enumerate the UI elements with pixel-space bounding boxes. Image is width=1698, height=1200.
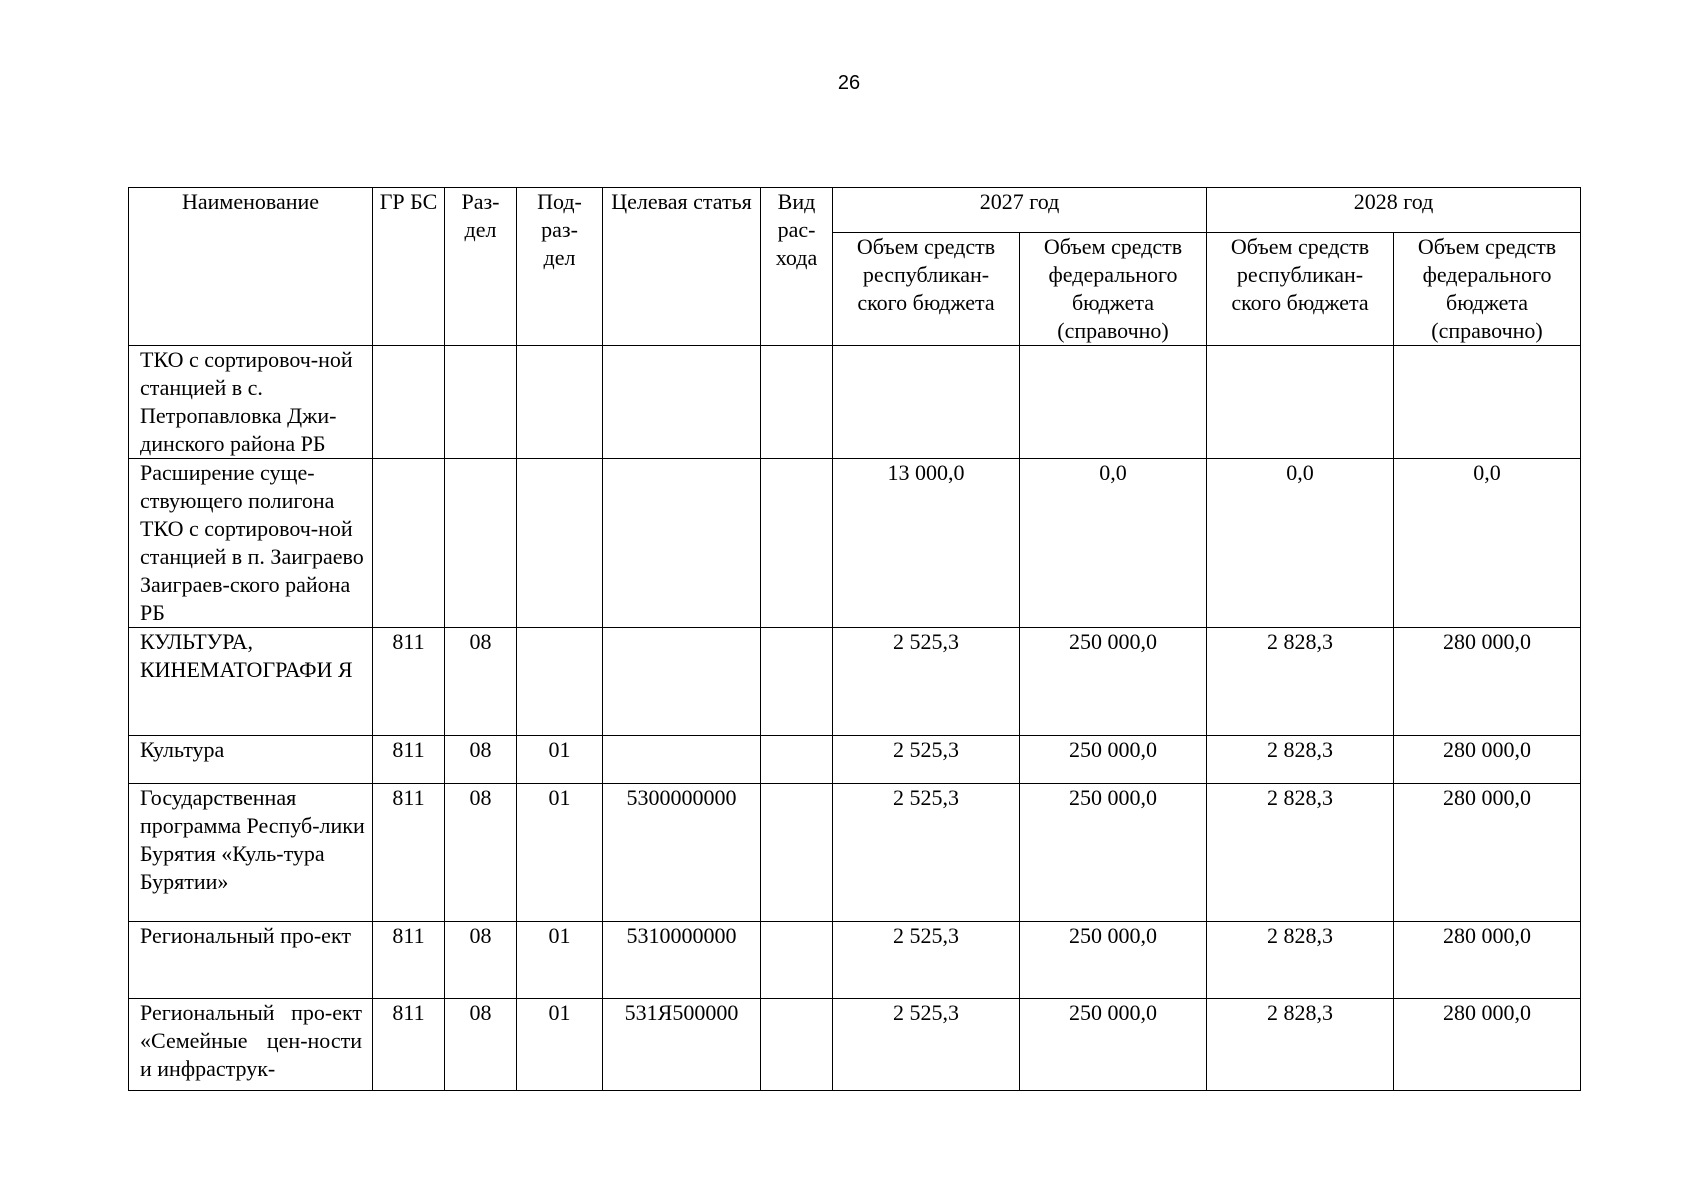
row-vid — [761, 459, 833, 628]
table-row — [129, 459, 1581, 628]
row-target — [603, 628, 761, 736]
row-podrazdel: 01 — [517, 922, 603, 999]
row-2028-fed: 280 000,0 — [1394, 628, 1581, 736]
row-vid — [761, 736, 833, 784]
row-grbs: 811 — [373, 736, 445, 784]
row-2027-rep: 2 525,3 — [833, 999, 1020, 1091]
row-podrazdel: 01 — [517, 784, 603, 922]
row-2028-fed: 0,0 — [1394, 459, 1581, 628]
header-2028-fed-budget: Объем средств федерального бюджета (справочно) — [1394, 233, 1581, 346]
header-podrazdel: Под- раз- дел — [517, 188, 603, 346]
row-name: ТКО с сортировоч-ной станцией в с. Петропавловка Джи-динского района РБ — [129, 346, 373, 459]
table-row — [129, 999, 1581, 1091]
table-row — [129, 346, 1581, 459]
row-2027-rep: 2 525,3 — [833, 736, 1020, 784]
row-2028-rep: 2 828,3 — [1207, 999, 1394, 1091]
row-2028-fed — [1394, 346, 1581, 459]
row-target: 531Я500000 — [603, 999, 761, 1091]
row-name: КУЛЬТУРА, КИНЕМАТОГРАФИ Я — [129, 628, 373, 736]
row-target — [603, 459, 761, 628]
row-name: Расширение суще-ствующего полигона ТКО с сортировоч-ной станцией в п. Заиграево Заиграев-ского района РБ — [129, 459, 373, 628]
row-2028-fed: 280 000,0 — [1394, 784, 1581, 922]
row-vid — [761, 922, 833, 999]
row-razdel: 08 — [445, 628, 517, 736]
header-target: Целевая статья — [603, 188, 761, 346]
row-razdel: 08 — [445, 922, 517, 999]
row-target: 5310000000 — [603, 922, 761, 999]
row-grbs: 811 — [373, 784, 445, 922]
row-2028-rep — [1207, 346, 1394, 459]
row-podrazdel — [517, 346, 603, 459]
row-vid — [761, 999, 833, 1091]
row-vid — [761, 784, 833, 922]
row-2027-fed: 250 000,0 — [1020, 922, 1207, 999]
header-name: Наименование — [129, 188, 373, 346]
header-2027-fed-budget: Объем средств федерального бюджета (справочно) — [1020, 233, 1207, 346]
table-row — [129, 628, 1581, 736]
row-2027-rep: 2 525,3 — [833, 628, 1020, 736]
row-podrazdel — [517, 459, 603, 628]
row-podrazdel — [517, 628, 603, 736]
row-2028-fed: 280 000,0 — [1394, 999, 1581, 1091]
row-grbs: 811 — [373, 922, 445, 999]
row-grbs: 811 — [373, 999, 445, 1091]
table-row — [129, 784, 1581, 922]
table-row — [129, 736, 1581, 784]
row-name: Региональный про-ект «Семейные цен-ности и инфраструк- — [129, 999, 373, 1091]
row-name: Культура — [129, 736, 373, 784]
row-razdel — [445, 346, 517, 459]
row-2028-fed: 280 000,0 — [1394, 736, 1581, 784]
row-2028-rep: 2 828,3 — [1207, 736, 1394, 784]
row-2027-rep: 13 000,0 — [833, 459, 1020, 628]
header-year-2028: 2028 год — [1207, 188, 1581, 233]
header-razdel: Раз- дел — [445, 188, 517, 346]
header-row-years — [129, 188, 1581, 233]
row-2027-fed — [1020, 346, 1207, 459]
header-grbs: ГР БС — [373, 188, 445, 346]
row-target — [603, 346, 761, 459]
row-2027-rep: 2 525,3 — [833, 922, 1020, 999]
row-podrazdel: 01 — [517, 736, 603, 784]
page-number: 26 — [837, 72, 861, 94]
row-vid — [761, 628, 833, 736]
row-grbs: 811 — [373, 628, 445, 736]
budget-table — [128, 187, 1581, 1091]
table-row — [129, 922, 1581, 999]
row-2028-rep: 2 828,3 — [1207, 784, 1394, 922]
row-razdel: 08 — [445, 784, 517, 922]
row-2027-fed: 250 000,0 — [1020, 784, 1207, 922]
row-target: 5300000000 — [603, 784, 761, 922]
row-2027-fed: 250 000,0 — [1020, 628, 1207, 736]
row-2027-fed: 250 000,0 — [1020, 736, 1207, 784]
header-year-2027: 2027 год — [833, 188, 1207, 233]
row-target — [603, 736, 761, 784]
row-2027-rep: 2 525,3 — [833, 784, 1020, 922]
row-name: Государственная программа Респуб-лики Бурятия «Куль-тура Бурятии» — [129, 784, 373, 922]
row-grbs — [373, 459, 445, 628]
row-2027-fed: 250 000,0 — [1020, 999, 1207, 1091]
row-name: Региональный про-ект — [129, 922, 373, 999]
row-2028-fed: 280 000,0 — [1394, 922, 1581, 999]
row-2027-rep — [833, 346, 1020, 459]
header-2028-rep-budget: Объем средств республикан-ского бюджета — [1207, 233, 1394, 346]
header-2027-rep-budget: Объем средств республикан-ского бюджета — [833, 233, 1020, 346]
row-2028-rep: 0,0 — [1207, 459, 1394, 628]
row-razdel: 08 — [445, 999, 517, 1091]
row-2027-fed: 0,0 — [1020, 459, 1207, 628]
row-razdel — [445, 459, 517, 628]
row-vid — [761, 346, 833, 459]
header-vid: Вид рас- хода — [761, 188, 833, 346]
row-razdel: 08 — [445, 736, 517, 784]
row-2028-rep: 2 828,3 — [1207, 628, 1394, 736]
row-2028-rep: 2 828,3 — [1207, 922, 1394, 999]
row-grbs — [373, 346, 445, 459]
row-podrazdel: 01 — [517, 999, 603, 1091]
